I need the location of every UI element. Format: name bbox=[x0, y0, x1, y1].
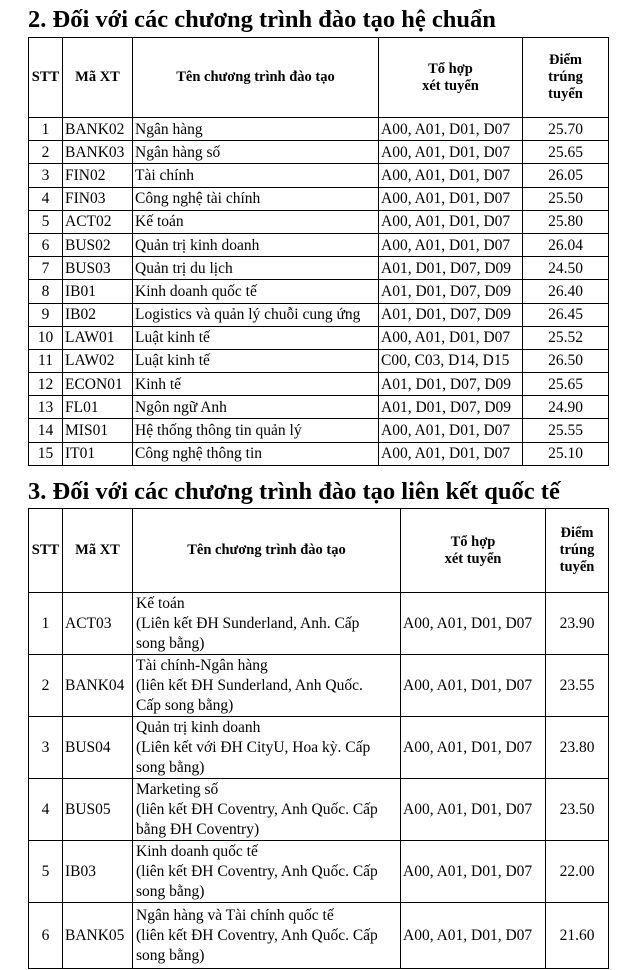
table-row bbox=[29, 419, 609, 442]
row-stt: 8 bbox=[29, 280, 63, 303]
program-name-line: (liên kết ĐH Coventry, Anh Quốc. Cấp bbox=[136, 862, 378, 880]
row-score: 26.45 bbox=[523, 303, 609, 326]
row-combo: A01, D01, D07, D09 bbox=[379, 257, 523, 280]
header-score-line3: tuyển bbox=[559, 559, 595, 575]
row-score: 23.50 bbox=[546, 779, 609, 841]
header-code: Mã XT bbox=[63, 509, 133, 593]
standard-programs-body bbox=[29, 118, 609, 466]
row-stt: 9 bbox=[29, 303, 63, 326]
program-name-line: (Liên kết với ĐH CityU, Hoa kỳ. Cấp bbox=[136, 738, 371, 756]
program-name-line: Tài chính-Ngân hàng bbox=[136, 656, 268, 674]
row-score: 23.80 bbox=[546, 717, 609, 779]
row-program-name bbox=[133, 903, 401, 969]
row-combo: A00, A01, D01, D07 bbox=[379, 233, 523, 256]
row-program-name bbox=[133, 841, 401, 903]
row-stt: 12 bbox=[29, 373, 63, 396]
row-program-name: Ngôn ngữ Anh bbox=[133, 396, 379, 419]
row-program-name bbox=[133, 593, 401, 655]
table-row bbox=[29, 118, 609, 141]
row-score: 26.05 bbox=[523, 164, 609, 187]
row-code: BUS04 bbox=[63, 717, 133, 779]
header-score-line3: tuyển bbox=[548, 86, 583, 102]
row-code: LAW02 bbox=[63, 349, 133, 372]
row-score: 26.50 bbox=[523, 349, 609, 372]
row-score: 25.52 bbox=[523, 326, 609, 349]
row-program-name: Luật kinh tế bbox=[133, 326, 379, 349]
row-score: 24.50 bbox=[523, 257, 609, 280]
row-code: IB01 bbox=[63, 280, 133, 303]
row-stt: 3 bbox=[29, 717, 63, 779]
program-name-line: Quản trị kinh doanh bbox=[136, 718, 261, 736]
program-name-line: Kế toán bbox=[136, 594, 185, 612]
section-2-title: 2. Đối với các chương trình đào tạo hệ chuẩn bbox=[28, 6, 496, 33]
standard-programs-table bbox=[28, 37, 609, 466]
program-name-line: Cấp song bằng) bbox=[136, 696, 234, 714]
row-stt: 2 bbox=[29, 655, 63, 717]
table-row bbox=[29, 841, 609, 903]
header-program: Tên chương trình đào tạo bbox=[133, 38, 379, 118]
table-row bbox=[29, 257, 609, 280]
table-header-row bbox=[29, 509, 609, 593]
program-name-line: (Liên kết ĐH Sunderland, Anh. Cấp bbox=[136, 614, 360, 632]
row-stt: 15 bbox=[29, 442, 63, 465]
international-programs-body bbox=[29, 593, 609, 969]
row-program-name: Kinh doanh quốc tế bbox=[133, 280, 379, 303]
row-program-name: Quản trị du lịch bbox=[133, 257, 379, 280]
table-row bbox=[29, 164, 609, 187]
row-score: 25.55 bbox=[523, 419, 609, 442]
table-row bbox=[29, 349, 609, 372]
row-combo: A00, A01, D01, D07 bbox=[379, 442, 523, 465]
row-code: BANK04 bbox=[63, 655, 133, 717]
header-combo-line1: Tổ hợp bbox=[428, 60, 473, 77]
table-row bbox=[29, 396, 609, 419]
row-combo: A00, A01, D01, D07 bbox=[379, 326, 523, 349]
row-code: ECON01 bbox=[63, 373, 133, 396]
row-code: MIS01 bbox=[63, 419, 133, 442]
table-row bbox=[29, 303, 609, 326]
row-score: 23.90 bbox=[546, 593, 609, 655]
program-name-line: song bằng) bbox=[136, 882, 205, 900]
row-score: 22.00 bbox=[546, 841, 609, 903]
row-combo: C00, C03, D14, D15 bbox=[379, 349, 523, 372]
row-combo: A00, A01, D01, D07 bbox=[401, 903, 546, 969]
row-stt: 4 bbox=[29, 779, 63, 841]
table-row bbox=[29, 717, 609, 779]
table-row bbox=[29, 442, 609, 465]
header-stt: STT bbox=[29, 38, 63, 118]
table-row bbox=[29, 903, 609, 969]
row-combo: A00, A01, D01, D07 bbox=[401, 841, 546, 903]
row-combo: A01, D01, D07, D09 bbox=[379, 373, 523, 396]
header-score-line1: Điểm bbox=[560, 525, 594, 541]
row-program-name: Ngân hàng bbox=[133, 118, 379, 141]
row-score: 25.65 bbox=[523, 141, 609, 164]
row-code: FIN02 bbox=[63, 164, 133, 187]
header-code: Mã XT bbox=[63, 38, 133, 118]
table-row bbox=[29, 779, 609, 841]
row-combo: A00, A01, D01, D07 bbox=[401, 779, 546, 841]
row-code: FL01 bbox=[63, 396, 133, 419]
row-stt: 3 bbox=[29, 164, 63, 187]
row-code: BANK03 bbox=[63, 141, 133, 164]
row-code: BUS03 bbox=[63, 257, 133, 280]
table-row bbox=[29, 655, 609, 717]
header-stt: STT bbox=[29, 509, 63, 593]
row-stt: 4 bbox=[29, 187, 63, 210]
program-name-line: song bằng) bbox=[136, 758, 205, 776]
header-combo bbox=[379, 38, 523, 118]
row-program-name: Hệ thống thông tin quản lý bbox=[133, 419, 379, 442]
row-stt: 14 bbox=[29, 419, 63, 442]
program-name-line: song bằng) bbox=[136, 634, 205, 652]
program-name-line: (liên kết ĐH Coventry, Anh Quốc. Cấp bbox=[136, 926, 378, 944]
row-program-name: Tài chính bbox=[133, 164, 379, 187]
row-code: ACT02 bbox=[63, 210, 133, 233]
row-stt: 13 bbox=[29, 396, 63, 419]
row-score: 21.60 bbox=[546, 903, 609, 969]
row-score: 25.70 bbox=[523, 118, 609, 141]
row-code: BUS05 bbox=[63, 779, 133, 841]
program-name-line: bằng ĐH Coventry) bbox=[136, 820, 260, 838]
table-row bbox=[29, 233, 609, 256]
row-combo: A00, A01, D01, D07 bbox=[379, 419, 523, 442]
row-combo: A01, D01, D07, D09 bbox=[379, 303, 523, 326]
row-program-name: Quản trị kinh doanh bbox=[133, 233, 379, 256]
table-row bbox=[29, 326, 609, 349]
row-stt: 1 bbox=[29, 593, 63, 655]
row-score: 25.80 bbox=[523, 210, 609, 233]
row-stt: 10 bbox=[29, 326, 63, 349]
program-name-line: Kinh doanh quốc tế bbox=[136, 842, 258, 860]
table-row bbox=[29, 187, 609, 210]
row-score: 25.65 bbox=[523, 373, 609, 396]
row-combo: A00, A01, D01, D07 bbox=[401, 655, 546, 717]
row-score: 25.50 bbox=[523, 187, 609, 210]
row-program-name bbox=[133, 779, 401, 841]
table-row bbox=[29, 141, 609, 164]
table-row bbox=[29, 210, 609, 233]
row-program-name: Công nghệ tài chính bbox=[133, 187, 379, 210]
row-stt: 6 bbox=[29, 233, 63, 256]
row-program-name: Luật kinh tế bbox=[133, 349, 379, 372]
row-stt: 5 bbox=[29, 841, 63, 903]
row-code: FIN03 bbox=[63, 187, 133, 210]
row-program-name: Logistics và quản lý chuỗi cung ứng bbox=[133, 303, 379, 326]
table-row bbox=[29, 593, 609, 655]
row-stt: 2 bbox=[29, 141, 63, 164]
program-name-line: song bằng) bbox=[136, 946, 205, 964]
header-combo-line1: Tổ hợp bbox=[450, 533, 496, 550]
row-program-name: Ngân hàng số bbox=[133, 141, 379, 164]
row-combo: A00, A01, D01, D07 bbox=[379, 164, 523, 187]
row-code: BANK02 bbox=[63, 118, 133, 141]
row-score: 24.90 bbox=[523, 396, 609, 419]
row-program-name: Công nghệ thông tin bbox=[133, 442, 379, 465]
row-combo: A01, D01, D07, D09 bbox=[379, 396, 523, 419]
row-code: LAW01 bbox=[63, 326, 133, 349]
row-combo: A00, A01, D01, D07 bbox=[379, 210, 523, 233]
program-name-line: Marketing số bbox=[136, 780, 219, 798]
header-combo-line2: xét tuyển bbox=[444, 550, 502, 567]
row-code: IB02 bbox=[63, 303, 133, 326]
row-stt: 6 bbox=[29, 903, 63, 969]
header-score-line2: trúng bbox=[559, 542, 595, 558]
row-code: BUS02 bbox=[63, 233, 133, 256]
header-score-line1: Điểm bbox=[548, 52, 582, 68]
row-score: 25.10 bbox=[523, 442, 609, 465]
row-score: 26.04 bbox=[523, 233, 609, 256]
row-code: IB03 bbox=[63, 841, 133, 903]
row-code: ACT03 bbox=[63, 593, 133, 655]
section-3-title: 3. Đối với các chương trình đào tạo liên kết quốc tế bbox=[28, 478, 560, 505]
header-program: Tên chương trình đào tạo bbox=[133, 509, 401, 593]
row-program-name bbox=[133, 717, 401, 779]
row-program-name: Kinh tế bbox=[133, 373, 379, 396]
header-score bbox=[546, 509, 609, 593]
row-score: 26.40 bbox=[523, 280, 609, 303]
header-score-line2: trúng bbox=[548, 69, 583, 85]
row-combo: A00, A01, D01, D07 bbox=[401, 593, 546, 655]
header-combo bbox=[401, 509, 546, 593]
row-combo: A00, A01, D01, D07 bbox=[379, 187, 523, 210]
row-code: BANK05 bbox=[63, 903, 133, 969]
row-stt: 5 bbox=[29, 210, 63, 233]
row-combo: A00, A01, D01, D07 bbox=[401, 717, 546, 779]
header-score bbox=[523, 38, 609, 118]
table-header-row bbox=[29, 38, 609, 118]
table-row bbox=[29, 280, 609, 303]
row-program-name bbox=[133, 655, 401, 717]
row-combo: A00, A01, D01, D07 bbox=[379, 118, 523, 141]
international-programs-table bbox=[28, 508, 609, 969]
header-combo-line2: xét tuyển bbox=[422, 77, 479, 94]
row-combo: A01, D01, D07, D09 bbox=[379, 280, 523, 303]
row-combo: A00, A01, D01, D07 bbox=[379, 141, 523, 164]
row-stt: 7 bbox=[29, 257, 63, 280]
row-stt: 11 bbox=[29, 349, 63, 372]
program-name-line: Ngân hàng và Tài chính quốc tế bbox=[136, 906, 334, 924]
program-name-line: (liên kết ĐH Sunderland, Anh Quốc. bbox=[136, 676, 363, 694]
table-row bbox=[29, 373, 609, 396]
row-code: IT01 bbox=[63, 442, 133, 465]
row-stt: 1 bbox=[29, 118, 63, 141]
row-program-name: Kế toán bbox=[133, 210, 379, 233]
row-score: 23.55 bbox=[546, 655, 609, 717]
program-name-line: (liên kết ĐH Coventry, Anh Quốc. Cấp bbox=[136, 800, 378, 818]
